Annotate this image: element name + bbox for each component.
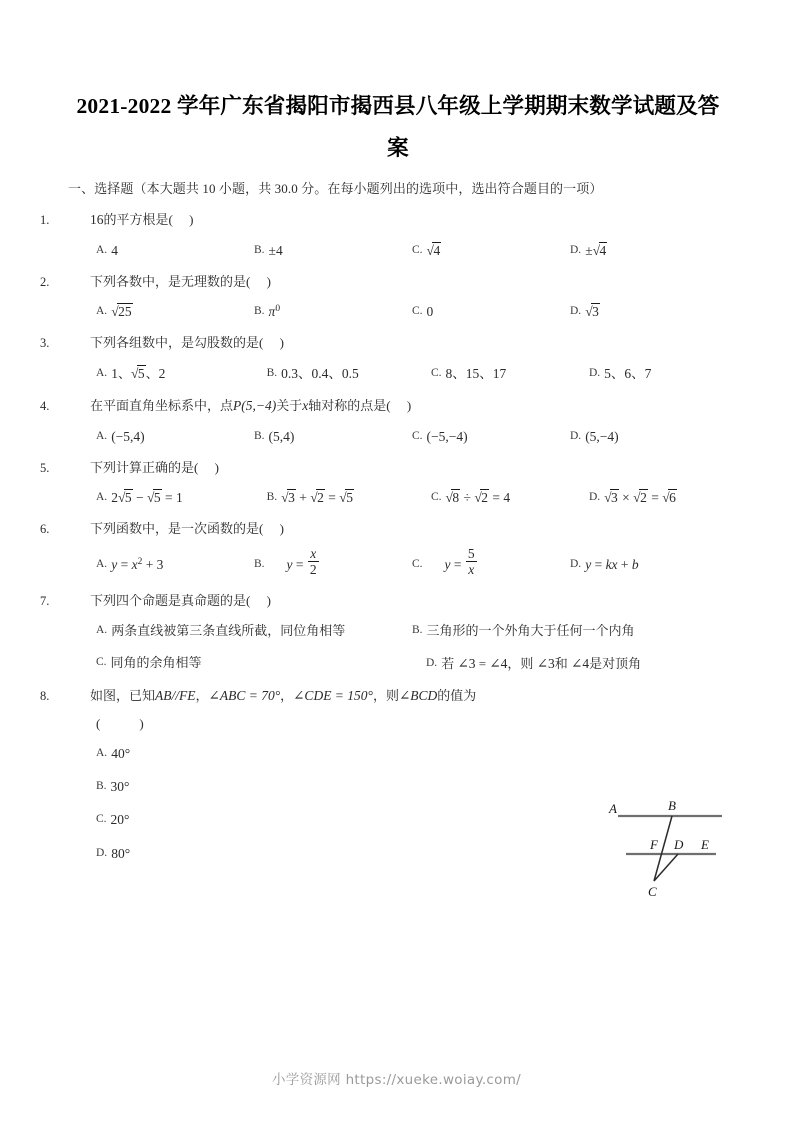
option-2-b-label: B. [254, 305, 265, 318]
option-3-c[interactable] [431, 359, 589, 388]
option-7-d[interactable] [398, 649, 728, 678]
option-5-a[interactable] [96, 483, 267, 512]
question-3-stem [40, 330, 728, 357]
question-5-number: 5. [40, 460, 50, 475]
question-5 [40, 455, 728, 513]
question-7-options-row1 [68, 617, 728, 645]
question-1-number: 1. [40, 212, 50, 227]
question-5-stem [40, 455, 728, 482]
question-6-close: ) [279, 521, 284, 537]
option-4-c-label: C. [412, 429, 423, 442]
question-5-options [68, 483, 728, 512]
option-1-b[interactable] [254, 236, 412, 265]
option-2-b[interactable] [254, 297, 412, 326]
question-8-close-line: ( ) [96, 716, 144, 732]
question-6-stem [40, 516, 728, 543]
option-4-b-label: B. [254, 429, 265, 442]
figure-label-d: D [674, 837, 684, 852]
option-8-d-body: 80° [111, 845, 131, 861]
option-1-c-label: C. [412, 243, 423, 256]
option-6-b-label: B. [254, 557, 265, 570]
question-1-text: 的平方根是( [103, 211, 173, 227]
option-1-a-label: A. [96, 243, 108, 256]
option-3-b-label: B. [266, 366, 278, 379]
figure-label-b: B [668, 798, 676, 813]
option-7-b-label: B. [412, 623, 423, 636]
option-2-d-body: √3 [585, 304, 599, 320]
question-7-options-row2 [68, 649, 728, 678]
option-4-c-body: (−5,−4) [426, 428, 468, 444]
option-8-b-body: 30° [110, 779, 130, 795]
option-5-c-label: C. [430, 491, 442, 504]
question-8-then: 则 [385, 687, 399, 703]
option-5-b-label: B. [266, 491, 278, 504]
question-7-text: 下列四个命题是真命题的是( [90, 593, 251, 609]
option-7-c[interactable] [96, 649, 398, 678]
option-2-c[interactable] [412, 297, 570, 326]
option-1-c[interactable] [412, 236, 570, 265]
question-4 [40, 392, 728, 451]
question-8-angle3: ∠BCD [398, 687, 438, 703]
question-1 [40, 206, 728, 265]
option-5-c[interactable] [431, 483, 589, 512]
option-3-d[interactable] [589, 359, 728, 388]
option-8-a[interactable] [96, 737, 728, 770]
option-5-d[interactable] [589, 483, 728, 512]
question-8-tail: 的值为 [437, 687, 477, 703]
option-7-c-label: C. [96, 655, 107, 668]
option-4-d-label: D. [570, 429, 582, 442]
option-6-a[interactable] [96, 545, 254, 584]
question-2-close: ) [266, 273, 271, 289]
footer-url: https://xueke.woiay.com/ [345, 1072, 522, 1088]
option-5-a-body: 2√5 − √5 = 1 [111, 490, 183, 506]
question-3-number: 3. [40, 336, 50, 351]
option-4-d[interactable] [570, 422, 728, 451]
question-4-options [68, 422, 728, 451]
section-heading: 一、选择题（本大题共 10 小题，共 30.0 分。在每小题列出的选项中，选出符合题目的一项） [68, 180, 603, 196]
option-2-c-label: C. [412, 305, 423, 318]
question-5-text: 下列计算正确的是( [90, 459, 199, 475]
question-8-figure [600, 797, 740, 902]
option-3-a-label: A. [96, 366, 108, 379]
option-6-c-label: C. [412, 557, 423, 570]
option-4-c[interactable] [412, 422, 570, 451]
option-6-b[interactable] [254, 545, 412, 584]
option-6-b-body: y = $\frac{x}{2}$ [286, 545, 317, 578]
option-1-d[interactable] [570, 236, 728, 265]
question-2-number: 2. [40, 274, 50, 289]
question-2-stem [40, 269, 728, 296]
option-1-a[interactable] [96, 236, 254, 265]
option-5-d-body: √3 × √2 = √6 [604, 490, 676, 506]
question-8-stem: 8. 如图，已知AB//FE，∠ABC = 70°，∠CDE = 150°，则∠BCD的值为 [68, 682, 616, 710]
footer-watermark [0, 1068, 793, 1088]
option-6-c-body: y = $\frac{5}{x}$ [444, 545, 475, 578]
option-1-b-body: ±4 [268, 242, 283, 258]
option-4-b-body: (5,4) [268, 428, 295, 444]
option-6-a-label: A. [96, 557, 108, 570]
question-3 [40, 330, 728, 388]
question-7-close: ) [266, 593, 271, 609]
option-3-c-body: 8、15、17 [445, 365, 507, 381]
option-2-d-label: D. [570, 305, 582, 318]
question-3-close: ) [279, 335, 284, 351]
option-8-b-label: B. [96, 780, 107, 793]
question-4-point: P(5,−4) [233, 397, 277, 413]
question-2-options [68, 297, 728, 326]
option-5-d-label: D. [588, 491, 601, 504]
figure-label-e: E [701, 837, 709, 852]
option-8-a-label: A. [96, 747, 108, 760]
option-5-b-body: √3 + √2 = √5 [281, 490, 353, 506]
question-3-text: 下列各组数中，是勾股数的是( [90, 335, 264, 351]
option-2-a[interactable] [96, 297, 254, 326]
option-1-c-body: √4 [426, 242, 441, 258]
question-6-number: 6. [40, 522, 50, 537]
question-4-lead: 在平面直角坐标系中，点 [90, 397, 234, 413]
option-7-d-label: D. [426, 656, 438, 669]
question-4-tail: 轴对称的点是( [308, 397, 391, 413]
option-3-d-label: D. [588, 366, 601, 379]
option-3-a[interactable] [96, 359, 267, 388]
question-4-number: 4. [40, 398, 50, 413]
question-8-parallel: AB//FE [155, 687, 196, 703]
option-4-a-body: (−5,4) [111, 428, 145, 444]
question-1-options [68, 236, 728, 265]
option-8-a-body: 40° [111, 746, 131, 762]
option-3-b-body: 0.3、0.4、0.5 [281, 365, 359, 381]
question-8-angle1: ∠ABC = 70° [208, 687, 281, 703]
option-2-a-body: √25 [111, 304, 132, 320]
question-6-text: 下列函数中，是一次函数的是( [90, 521, 264, 537]
question-7 [40, 588, 728, 678]
option-8-d-label: D. [96, 846, 108, 859]
question-6 [40, 516, 728, 584]
option-3-d-body: 5、6、7 [604, 365, 652, 381]
option-7-b-body: 三角形的一个外角大于任何一个内角 [426, 622, 635, 638]
question-1-close: ) [189, 211, 194, 227]
question-1-base: 16 [90, 211, 104, 227]
option-6-a-body: $y = x^2 + 3$ [111, 556, 164, 572]
question-2-text: 下列各数中，是无理数的是( [90, 273, 251, 289]
figure-label-f: F [650, 837, 658, 852]
document-content [40, 86, 728, 872]
option-5-c-body: √8 ÷ √2 = 4 [445, 490, 511, 506]
option-6-d-label: D. [570, 557, 582, 570]
option-1-d-body: ±√4 [585, 242, 607, 258]
option-3-a-body: 1、√5、2 [111, 365, 166, 381]
option-2-c-body: 0 [426, 304, 434, 320]
question-5-close: ) [214, 459, 219, 475]
question-6-options [68, 545, 728, 584]
option-8-c-body: 20° [110, 812, 130, 828]
option-4-d-body: (5,−4) [585, 428, 619, 444]
figure-label-a: A [609, 801, 617, 816]
question-8-angle2: ∠CDE = 150° [293, 687, 373, 703]
question-1-stem [40, 206, 728, 234]
question-8-lead: 如图，已知 [90, 687, 156, 703]
page-title: 2021-2022 学年广东省揭阳市揭西县八年级上学期期末数学试题及答案 [76, 94, 720, 160]
option-7-c-body: 同角的余角相等 [110, 654, 202, 670]
option-6-c[interactable] [412, 545, 570, 584]
option-3-c-label: C. [430, 366, 442, 379]
question-7-number: 7. [40, 594, 50, 609]
option-6-d[interactable] [570, 545, 728, 584]
question-4-stem [40, 392, 728, 420]
question-3-options [68, 359, 728, 388]
option-7-a-label: A. [96, 623, 108, 636]
option-7-d-body: 若 ∠3 = ∠4，则 ∠3和 ∠4是对顶角 [441, 655, 642, 671]
option-7-b[interactable] [412, 617, 728, 645]
figure-label-c: C [648, 884, 657, 899]
option-5-b[interactable] [267, 483, 431, 512]
option-6-d-body: y = kx + b [585, 556, 639, 572]
option-4-b[interactable] [254, 422, 412, 451]
option-8-c-label: C. [96, 813, 107, 826]
option-1-b-label: B. [254, 243, 265, 256]
question-4-close: ) [406, 397, 412, 413]
option-2-d[interactable] [570, 297, 728, 326]
option-7-a-body: 两条直线被第三条直线所截，同位角相等 [111, 622, 346, 638]
question-4-axis: x [302, 397, 309, 413]
question-2 [40, 269, 728, 327]
option-7-a[interactable] [96, 617, 412, 645]
option-2-a-label: A. [96, 305, 108, 318]
option-1-d-label: D. [570, 243, 582, 256]
option-2-b-body: $\pi^0$ [268, 304, 281, 320]
option-4-a-label: A. [96, 429, 108, 442]
question-4-mid: 关于 [276, 397, 303, 413]
option-4-a[interactable] [96, 422, 254, 451]
question-7-stem [40, 588, 728, 615]
question-8-number: 8. [40, 688, 50, 703]
footer-site-name: 小学资源网 [271, 1072, 341, 1088]
option-3-b[interactable] [267, 359, 431, 388]
option-1-a-body: 4 [111, 242, 118, 258]
option-5-a-label: A. [96, 491, 108, 504]
